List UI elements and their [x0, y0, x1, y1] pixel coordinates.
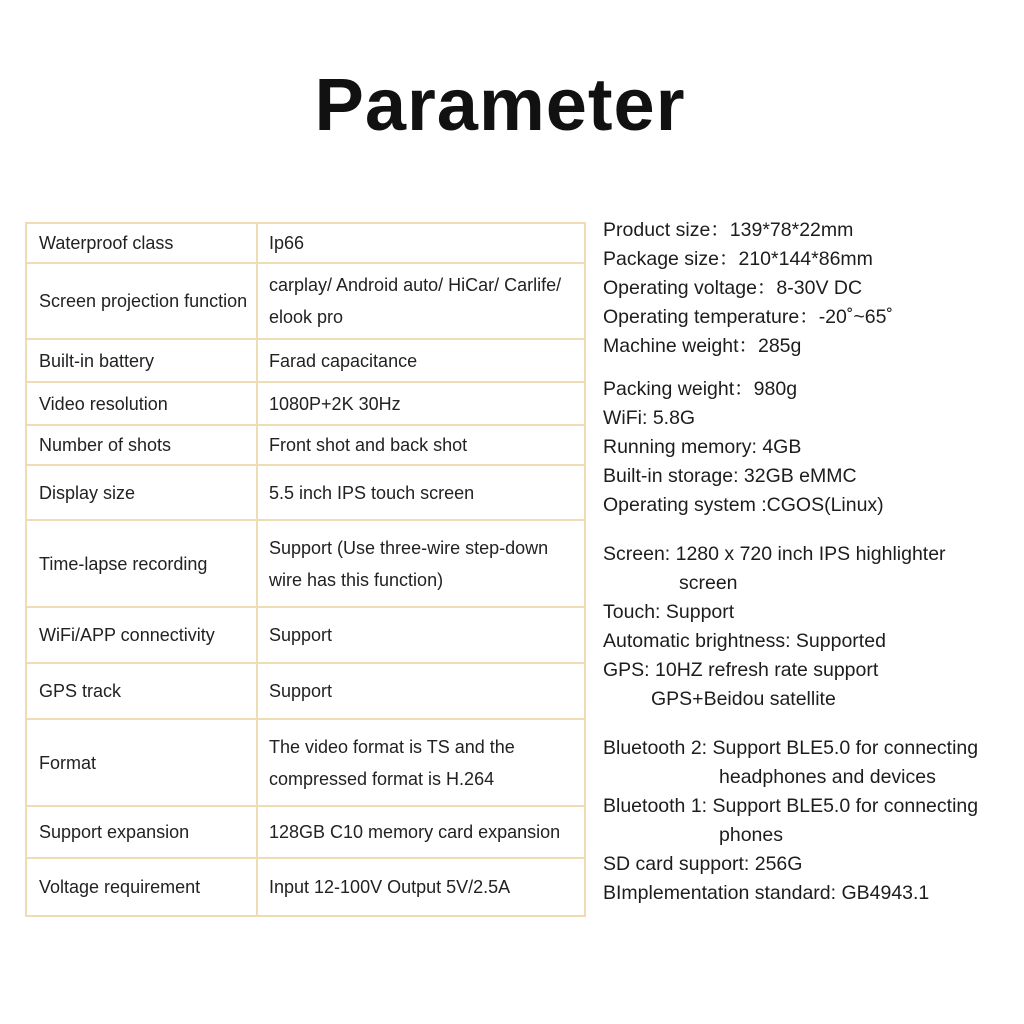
spec-screen: Screen: 1280 x 720 inch IPS highlighter	[603, 543, 946, 565]
table-row	[26, 719, 585, 806]
table-row	[26, 858, 585, 916]
page-title: Parameter	[314, 63, 686, 146]
param-name: Number of shots	[26, 425, 257, 465]
spec-sd-card: SD card support: 256G	[603, 853, 803, 875]
spec-auto-brightness: Automatic brightness: Supported	[603, 630, 886, 652]
spec-gps: GPS: 10HZ refresh rate support	[603, 659, 879, 681]
spec-touch: Touch: Support	[603, 601, 735, 623]
table-row	[26, 339, 585, 382]
spec-wifi: WiFi: 5.8G	[603, 407, 696, 429]
param-name: Built-in battery	[26, 339, 257, 382]
spacer	[603, 520, 1013, 540]
spacer	[603, 714, 1013, 734]
spec-bluetooth-2: Bluetooth 2: Support BLE5.0 for connecting	[603, 737, 979, 759]
param-value: carplay/ Android auto/ HiCar/ Carlife/ elook pro	[257, 263, 585, 339]
table-row	[26, 520, 585, 607]
spec-builtin-storage: Built-in storage: 32GB eMMC	[603, 465, 857, 487]
spec-packing-weight: Packing weight：980g	[603, 378, 798, 400]
param-name: Voltage requirement	[26, 858, 257, 916]
spec-bluetooth-1: Bluetooth 1: Support BLE5.0 for connecting	[603, 795, 979, 817]
table-row	[26, 663, 585, 719]
spec-list	[603, 216, 1013, 908]
param-value: 1080P+2K 30Hz	[257, 382, 585, 425]
param-name: Time-lapse recording	[26, 520, 257, 607]
spec-operating-voltage: Operating voltage：8-30V DC	[603, 277, 863, 299]
param-value: Support	[257, 607, 585, 663]
param-name: Screen projection function	[26, 263, 257, 339]
spec-operating-system: Operating system :CGOS(Linux)	[603, 494, 884, 516]
param-value: Front shot and back shot	[257, 425, 585, 465]
spec-gps-cont: GPS+Beidou satellite	[651, 688, 836, 710]
parameter-table	[25, 222, 586, 917]
table-row	[26, 806, 585, 858]
param-value: Support	[257, 663, 585, 719]
spec-running-memory: Running memory: 4GB	[603, 436, 802, 458]
table-row	[26, 425, 585, 465]
spec-screen-cont: screen	[679, 572, 738, 594]
param-value: Ip66	[257, 223, 585, 263]
param-name: Support expansion	[26, 806, 257, 858]
spec-package-size: Package size：210*144*86mm	[603, 248, 873, 270]
spec-product-size: Product size：139*78*22mm	[603, 219, 854, 241]
table-row	[26, 263, 585, 339]
param-name: Display size	[26, 465, 257, 520]
param-name: Format	[26, 719, 257, 806]
spacer	[603, 361, 1013, 375]
param-value: Farad capacitance	[257, 339, 585, 382]
table-row	[26, 382, 585, 425]
param-name: Waterproof class	[26, 223, 257, 263]
spec-machine-weight: Machine weight：285g	[603, 335, 802, 357]
table-row	[26, 607, 585, 663]
param-value: The video format is TS and the compressed format is H.264	[257, 719, 585, 806]
spec-bluetooth-1-cont: phones	[719, 824, 783, 846]
param-name: WiFi/APP connectivity	[26, 607, 257, 663]
spec-standard: BImplementation standard: GB4943.1	[603, 882, 930, 904]
param-value: 128GB C10 memory card expansion	[257, 806, 585, 858]
param-value: Support (Use three-wire step-down wire has this function)	[257, 520, 585, 607]
param-value: Input 12-100V Output 5V/2.5A	[257, 858, 585, 916]
table-row	[26, 465, 585, 520]
spec-operating-temperature: Operating temperature：-20˚~65˚	[603, 306, 893, 328]
param-name: Video resolution	[26, 382, 257, 425]
spec-bluetooth-2-cont: headphones and devices	[719, 766, 936, 788]
param-name: GPS track	[26, 663, 257, 719]
table-row	[26, 223, 585, 263]
param-value: 5.5 inch IPS touch screen	[257, 465, 585, 520]
